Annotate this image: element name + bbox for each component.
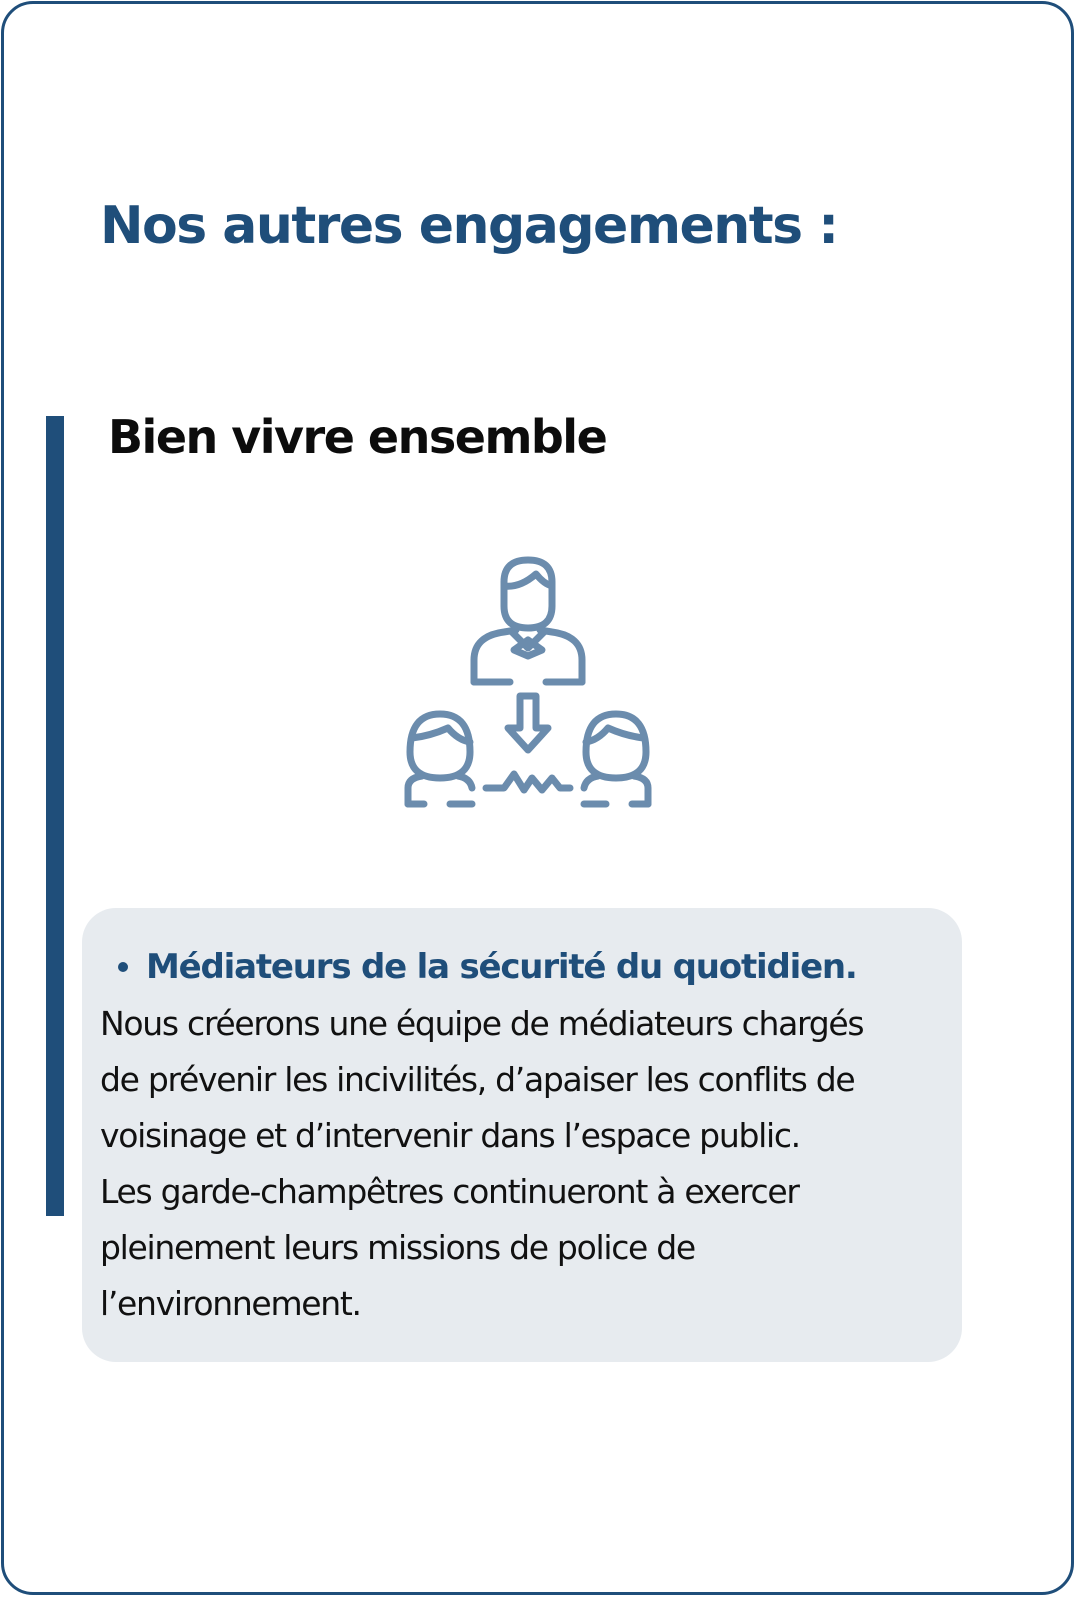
bullet-icon [118,962,128,972]
list-item [100,938,944,996]
item-description: Nous créerons une équipe de médiateurs chargés de prévenir les incivilités, d’apaiser les conflits de voisinage et d’intervenir dans l’espace public. Les garde-champêtres continueront à exercer pleinement leurs missions de police de l’environnement. [100,1004,864,1323]
page-title: Nos autres engagements : [100,196,838,256]
item-title: Médiateurs de la sécurité du quotidien. [146,947,857,987]
info-box [82,908,962,1362]
section-accent-bar [46,416,64,1216]
mediator-people-icon [400,556,680,836]
section-title: Bien vivre ensemble [108,410,607,464]
